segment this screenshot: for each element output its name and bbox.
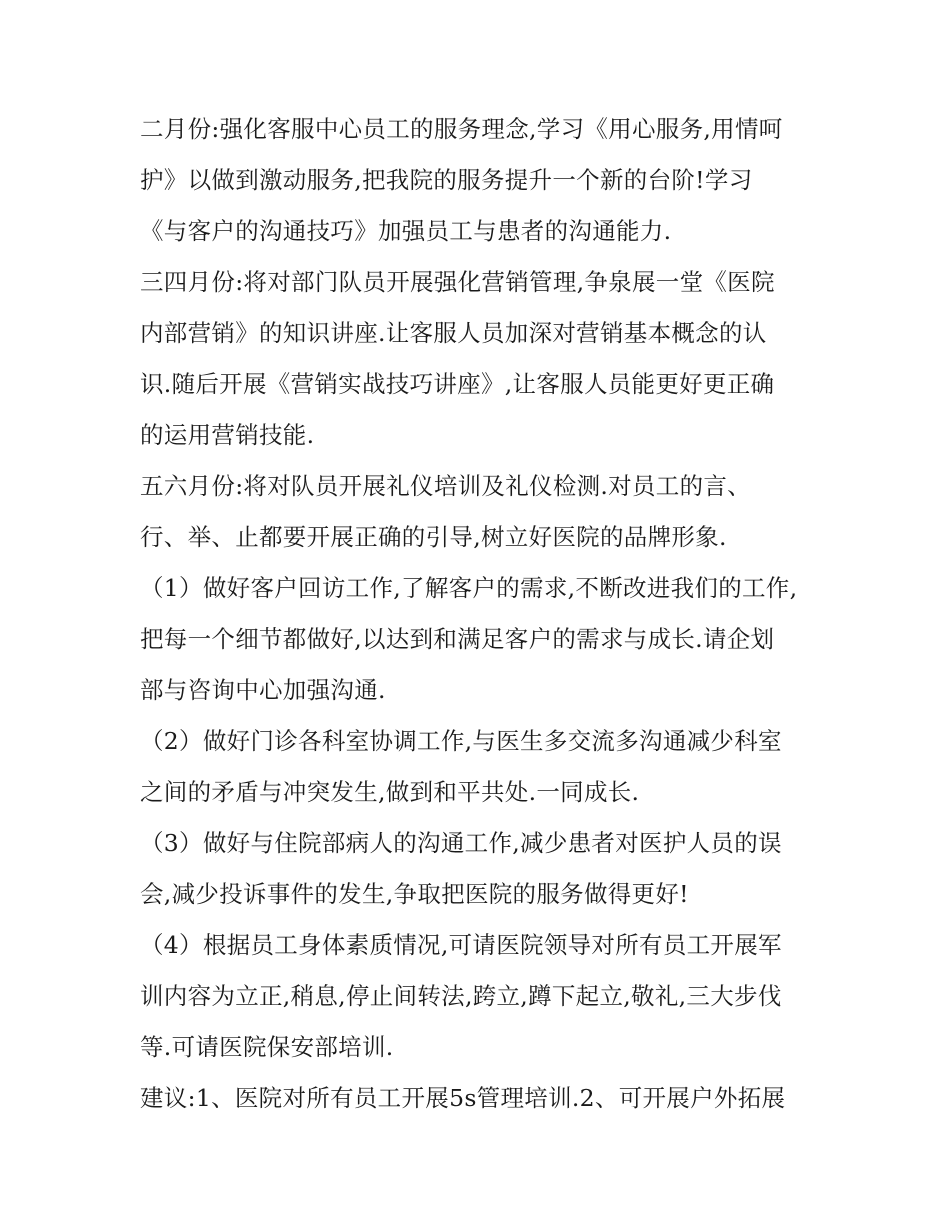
text-line-10: （1）做好客户回访工作,了解客户的需求,不断改进我们的工作, [140, 574, 798, 602]
text-line-6: 识.随后开展《营销实战技巧讲座》,让客服人员能更好更正确 [140, 370, 775, 398]
document-body [140, 104, 812, 1124]
text-line-4: 三四月份:将对部门队员开展强化营销管理,争泉展一堂《医院 [140, 268, 775, 296]
text-line-3: 《与客户的沟通技巧》加强员工与患者的沟通能力. [140, 217, 672, 245]
text-line-17: （4）根据员工身体素质情况,可请医院领导对所有员工开展军 [140, 931, 782, 959]
text-line-14: 之间的矛盾与冲突发生,做到和平共处.一同成长. [140, 778, 640, 806]
text-line-5: 内部营销》的知识讲座.让客服人员加深对营销基本概念的认 [140, 319, 767, 347]
text-line-1: 二月份:强化客服中心员工的服务理念,学习《用心服务,用情呵 [140, 115, 783, 143]
text-line-2: 护》以做到激动服务,把我院的服务提升一个新的台阶!学习 [140, 166, 753, 194]
text-line-9: 行、举、止都要开展正确的引导,树立好医院的品牌形象. [140, 523, 727, 551]
text-line-18: 训内容为立正,稍息,停止间转法,跨立,蹲下起立,敬礼,三大步伐 [140, 982, 782, 1010]
text-line-11: 把每一个细节都做好,以达到和满足客户的需求与成长.请企划 [140, 625, 775, 653]
text-line-15: （3）做好与住院部病人的沟通工作,减少患者对医护人员的误 [140, 829, 782, 857]
text-line-16: 会,减少投诉事件的发生,争取把医院的服务做得更好! [140, 880, 689, 908]
text-line-12: 部与咨询中心加强沟通. [140, 676, 386, 704]
text-line-8: 五六月份:将对队员开展礼仪培训及礼仪检测.对员工的言、 [140, 472, 751, 500]
text-line-19: 等.可请医院保安部培训. [140, 1033, 394, 1061]
text-line-13: （2）做好门诊各科室协调工作,与医生多交流多沟通减少科室 [140, 727, 782, 755]
text-line-20: 建议:1、医院对所有员工开展5s管理培训.2、可开展户外拓展 [140, 1084, 786, 1112]
text-line-7: 的运用营销技能. [140, 421, 315, 449]
